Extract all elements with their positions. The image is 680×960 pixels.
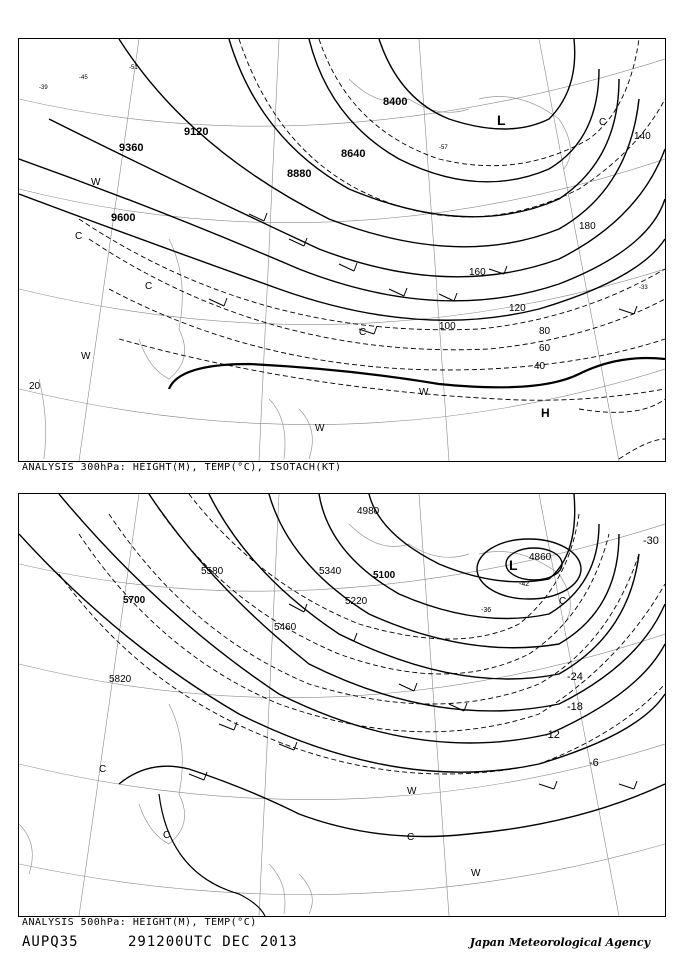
isotach-label-40: 40 <box>534 361 546 372</box>
isotach-label-120: 120 <box>509 303 526 314</box>
boundary-contour-500 <box>119 766 665 836</box>
height-label-5700: 5700 <box>123 595 146 606</box>
caption-500hpa: ANALYSIS 500hPa: HEIGHT(M), TEMP(°C) <box>22 917 257 928</box>
warm-symbol: W <box>315 423 325 434</box>
height-label-5820: 5820 <box>109 674 132 685</box>
cold-symbol: C <box>75 231 83 242</box>
agency-name: Japan Meteorological Agency <box>469 936 650 949</box>
warm-symbol: W <box>91 177 101 188</box>
cold-symbol: C <box>99 764 107 775</box>
temp-label: -39 <box>39 85 48 91</box>
isotherm-label: -6 <box>589 757 599 769</box>
graticule-300 <box>19 39 665 461</box>
isotherm-label: -12 <box>544 729 560 741</box>
map-500hpa-canvas <box>19 494 665 916</box>
height-label-4860: 4860 <box>529 552 552 563</box>
height-label-4980: 4980 <box>357 506 380 517</box>
isotach-label-100: 100 <box>439 321 456 332</box>
low-symbol: L <box>497 112 506 128</box>
height-labels-300 <box>111 96 407 224</box>
caption-300hpa: ANALYSIS 300hPa: HEIGHT(M), TEMP(°C), ISOTACH(KT) <box>22 462 342 473</box>
height-label-5100: 5100 <box>373 570 396 581</box>
isotach-label-180: 180 <box>579 221 596 232</box>
valid-time: 291200UTC DEC 2013 <box>128 934 298 950</box>
warm-symbol: W <box>407 786 417 797</box>
isotach-label-60: 60 <box>539 343 551 354</box>
isotach-label-80: 80 <box>539 326 551 337</box>
cold-symbol: C <box>407 832 415 843</box>
cold-symbol: C <box>599 117 607 128</box>
warm-symbol: W <box>471 868 481 879</box>
warm-symbol: W <box>419 387 429 398</box>
temp-label: -57 <box>439 145 448 151</box>
coastlines-500 <box>19 524 570 914</box>
height-contours-300 <box>19 39 665 320</box>
isotach-label-160: 160 <box>469 267 486 278</box>
height-contours-500 <box>19 494 665 772</box>
map-panel-300hpa <box>18 38 666 462</box>
isotherm-label: -42 <box>519 581 530 588</box>
isotherm-label: -30 <box>643 535 659 547</box>
cold-symbol: C <box>359 327 367 338</box>
cold-symbol: C <box>559 596 567 607</box>
height-label-9120: 9120 <box>184 126 209 138</box>
temp-label: -33 <box>639 285 648 291</box>
symbols-300 <box>497 112 550 420</box>
height-label-8640: 8640 <box>341 148 366 160</box>
map-300hpa-canvas <box>19 39 665 461</box>
cold-symbol: C <box>163 830 171 841</box>
warm-symbol: W <box>81 351 91 362</box>
low-symbol: L <box>509 557 518 573</box>
temp-label: -51 <box>129 65 138 71</box>
temp-label: -45 <box>79 75 88 81</box>
isotach-label-140: 140 <box>634 131 651 142</box>
cold-symbol: C <box>145 281 153 292</box>
isotherm-label: -24 <box>567 671 583 683</box>
height-label-8880: 8880 <box>287 168 312 180</box>
map-panel-500hpa <box>18 493 666 917</box>
height-label-9600: 9600 <box>111 212 136 224</box>
symbols-500 <box>509 557 518 573</box>
high-symbol: H <box>541 406 550 420</box>
wind-barbs-300 <box>209 213 637 334</box>
height-label-8400: 8400 <box>383 96 408 108</box>
airmass-symbols-500 <box>99 596 566 879</box>
isotach-labels-300 <box>29 131 651 392</box>
isotherm-label: -18 <box>567 701 583 713</box>
coastlines-300 <box>39 79 570 459</box>
jet-contour-300 <box>169 358 665 389</box>
isotherm-label: -36 <box>481 607 492 614</box>
height-label-9360: 9360 <box>119 142 144 154</box>
height-label-5460: 5460 <box>274 622 297 633</box>
ridge-contour-500 <box>159 794 265 916</box>
height-label-5580: 5580 <box>201 566 224 577</box>
chart-id: AUPQ35 <box>22 934 79 950</box>
isotach-label-20: 20 <box>29 381 41 392</box>
height-label-5340: 5340 <box>319 566 342 577</box>
height-label-5220: 5220 <box>345 596 368 607</box>
